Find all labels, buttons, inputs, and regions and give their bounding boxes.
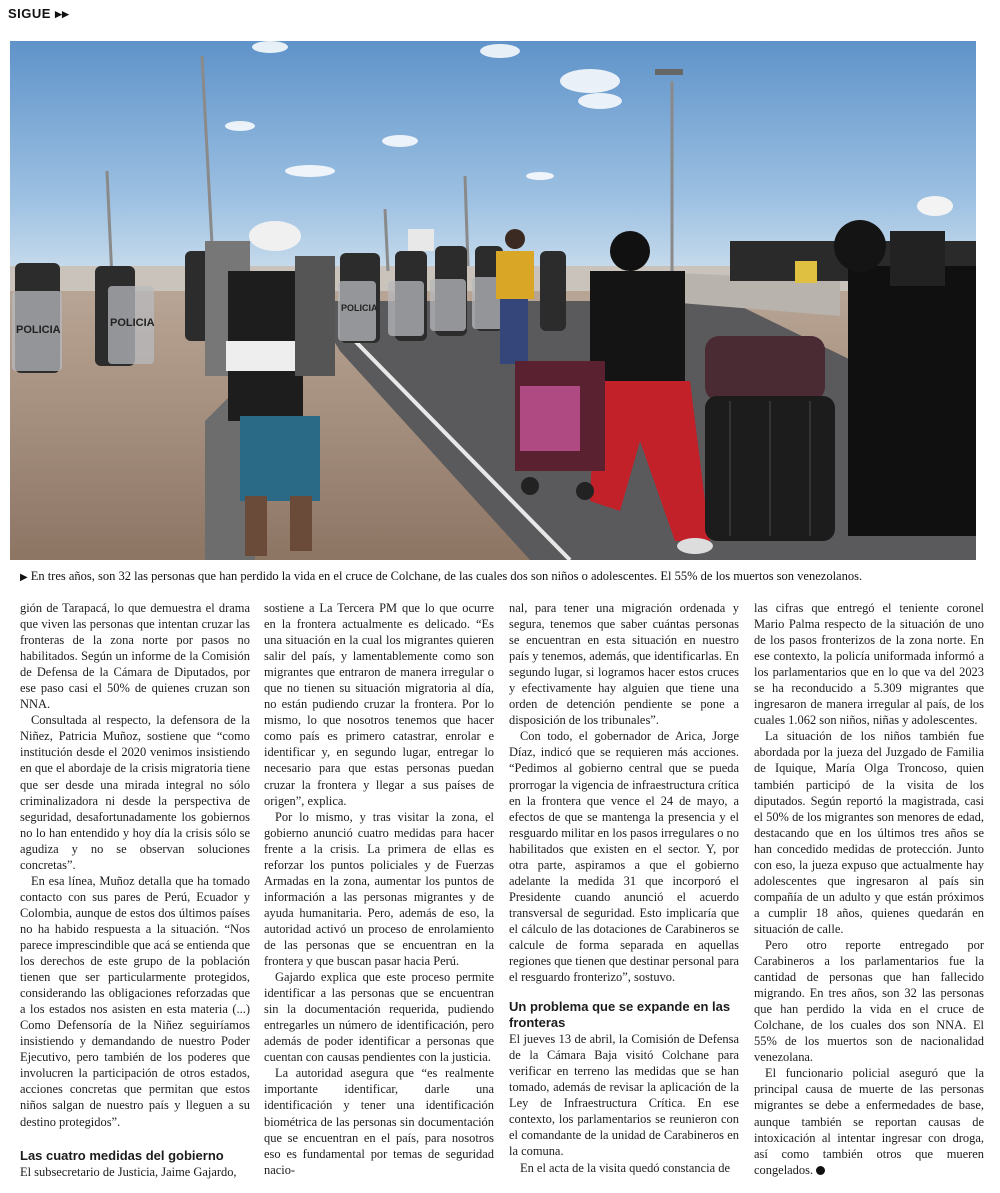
road-sign — [408, 229, 434, 251]
column-3 — [509, 600, 739, 1190]
paragraph: nal, para tener una migración ordenada y segura, tenemos que saber cuántas personas se encuentran en esta situación en nuestro país y tenemos, además, que identificarlas. En segundo lugar, si logramos hacer estos cruces y efectivamente hay alguien que tiene una orden de detención pendiente se pone a disposición de los tribunales”. — [509, 601, 739, 728]
paragraph: El subsecretario de Justicia, Jaime Gajardo, — [20, 1164, 237, 1179]
paragraph — [754, 1065, 984, 1177]
shield-label: POLICIA — [110, 317, 155, 329]
caption-arrow-icon: ▶ — [20, 572, 28, 583]
paragraph: Consultada al respecto, la defensora de la Niñez, Patricia Muñoz, sostiene que “como institución desde el 2020 venimos insistiendo en que el abordaje de la crisis migratoria tiene que ser desde una mirada integral no sólo criminalizadora ni desde la perspectiva de seguridad, desafortunadamente los gobiernos no lo han entendido y hoy día la crisis sólo se agudiza y no se observan soluciones concretas”. — [20, 713, 250, 872]
shield-label: POLICIA — [16, 324, 61, 336]
paragraph: Pero otro reporte entregado por Carabineros a los parlamentarios fue la cantidad de personas que han fallecido migrando. En tres años, son 32 las personas que han perdido la vida en el cruce de Colchane, de los cuales dos son NNA. El 55% de los muertos son de nacionalidad venezolana. — [754, 937, 984, 1065]
section-header — [8, 6, 69, 22]
paragraph: Por lo mismo, y tras visitar la zona, el gobierno anunció cuatro medidas para hacer frente a la crisis. La primera de ellas es reforzar los puntos policiales y de Fuerzas Armadas en la zona, aumentar los puntos de información a las personas migrantes y de ayuda humanitaria. Pero, además de eso, la autoridad activó un proceso de enrolamiento de las personas que se encuentran en la frontera y que buscan pasar hacia Perú. — [264, 809, 494, 969]
column-2 — [264, 600, 494, 1190]
subheading: Un problema que se expande en las fronteras — [509, 999, 731, 1031]
paragraph: Con todo, el gobernador de Arica, Jorge Díaz, indicó que se requieren más acciones. “Pedimos al gobierno central que se pueda prorrogar la vigencia de infraestructura crítica en la frontera que vence el 24 de mayo, a efectos de que se mantenga la presencia y el resguardo militar en los pasos irregulares o no habilitados que existen en el sector. Y, por otra parte, aspiramos a que el gobierno adelante la medida 31 que incorporó el Presidente cuando anunció el acuerdo transversal de seguridad. Esto implicaría que el cálculo de las dotaciones de Carabineros se calcule de forma separada en aquellas regiones que tienen que destinar personal para el resguardo fronterizo”, sostuvo. — [509, 729, 739, 985]
subheading: Las cuatro medidas del gobierno — [20, 1147, 224, 1163]
article-body — [20, 600, 988, 1190]
column-4 — [754, 600, 984, 1190]
lamp-head — [655, 69, 683, 75]
news-photo — [10, 41, 976, 560]
section-label: SIGUE — [8, 6, 51, 21]
photo-caption — [20, 568, 980, 586]
paragraph: El jueves 13 de abril, la Comisión de Defensa de la Cámara Baja visitó Colchane para verificar en terreno las medidas que se han tomado, además de revisar la aplicación de la Ley de Infraestructura Crítica. En ese contexto, los parlamentarios se reunieron con el comandante de la unidad de Carabineros en la comuna. — [509, 1032, 739, 1159]
paragraph: La autoridad asegura que “es realmente importante identificar, darle una identificación y tener una identificación biométrica de las personas sin documentación que se encuentran en el país, para nosotros eso es fundamental por temas de seguridad nacio- — [264, 1066, 494, 1177]
paragraph: las cifras que entregó el teniente coronel Mario Palma respecto de la situación de uno de los pasos fronterizos de la zona norte. En ese contexto, la policía uniformada informó a los parlamentarios que en lo que va del 2023 se ha reconducido a 5.309 migrantes que ingresaron de manera irregular al país, de los cuales 1.062 son niños, niñas y adolescentes. — [754, 601, 984, 728]
suitcases — [705, 336, 835, 541]
paragraph: gión de Tarapacá, lo que demuestra el drama que viven las personas que intentan cruzar las fronteras de la zona norte por pasos no habilitados. Según un informe de la Comisión de Defensa de la Cámara de Diputados, por ese paso casi el 50% de quienes cruzan son NNA. — [20, 601, 250, 712]
paragraph: sostiene a La Tercera PM que lo que ocurre en la frontera actualmente es delicado. “Es una situación en la cual los migrantes quieren salir del país, y lamentablemente como son migrantes que entraron de manera irregular o que no tienen su situación migratoria al día, no están pudiendo cruzar la frontera. Por lo mismo, lo que nosotros tenemos que hacer como país es primero catastrar, enrolar e identificar y, en segundo lugar, entregar lo necesario para que estas personas puedan cruzar la frontera y llegar a sus países de origen”, explica. — [264, 601, 494, 808]
paragraph: Gajardo explica que este proceso permite identificar a las personas que se encuentran sin la documentación requerida, pudiendo entregarles un número de identificación, pero además de poder identificar a personas que cuentan con causas pendientes con la justicia. — [264, 970, 494, 1065]
paragraph: En el acta de la visita quedó constancia de — [520, 1160, 730, 1175]
paragraph: La situación de los niños también fue abordada por la jueza del Juzgado de Familia de Iquique, María Olga Troncoso, quien también participó de la visita de los diputados. Según reportó la magistrada, casi el 50% de los migrantes son menores de edad, destacando que en los últimos tres años se han concedido medidas de protección. Junto con eso, la jueza expuso que actualmente hay adolescentes que ingresaron al país sin compañía de un adulto y que están próximos a cumplir 18 años, quienes quedarán en situación de calle. — [754, 729, 984, 936]
end-of-article-icon — [816, 1166, 825, 1175]
shield-label: POLICIA — [341, 303, 378, 313]
column-1 — [20, 600, 250, 1190]
final-paragraph-text: El funcionario policial aseguró que la principal causa de muerte de las personas migrantes se debe a enfermedades de base, aunque también se reportan causas de intoxicación al intentar ingresar con droga, así como también otros que mueren congelados. — [754, 1066, 984, 1177]
caption-text: En tres años, son 32 las personas que han perdido la vida en el cruce de Colchane, de las cuales dos son niños o adolescentes. El 55% de los muertos son venezolanos. — [30, 569, 863, 583]
double-arrow-icon: ▸▸ — [55, 6, 70, 21]
paragraph: En esa línea, Muñoz detalla que ha tomado contacto con sus pares de Perú, Ecuador y Colombia, aunque de estos dos últimos países no ha habido respuesta a la situación. “Nos parece imprescindible que acá se entienda que los derechos de este grupo de la población tienen que ser particularmente protegidos, considerando las obligaciones reforzadas que a los estados nos asisten en esta materia (...) Como Defensoría de la Niñez seguiríamos insistiendo y demandando de nuestro Poder Ejecutivo, pero también de los poderes que involucren la participación de otros estados, acciones concretas que permitan que estos niños salgan de nuestro país y lleguen a su destino protegidos”. — [20, 873, 250, 1129]
border-crossing-scene — [10, 41, 976, 560]
